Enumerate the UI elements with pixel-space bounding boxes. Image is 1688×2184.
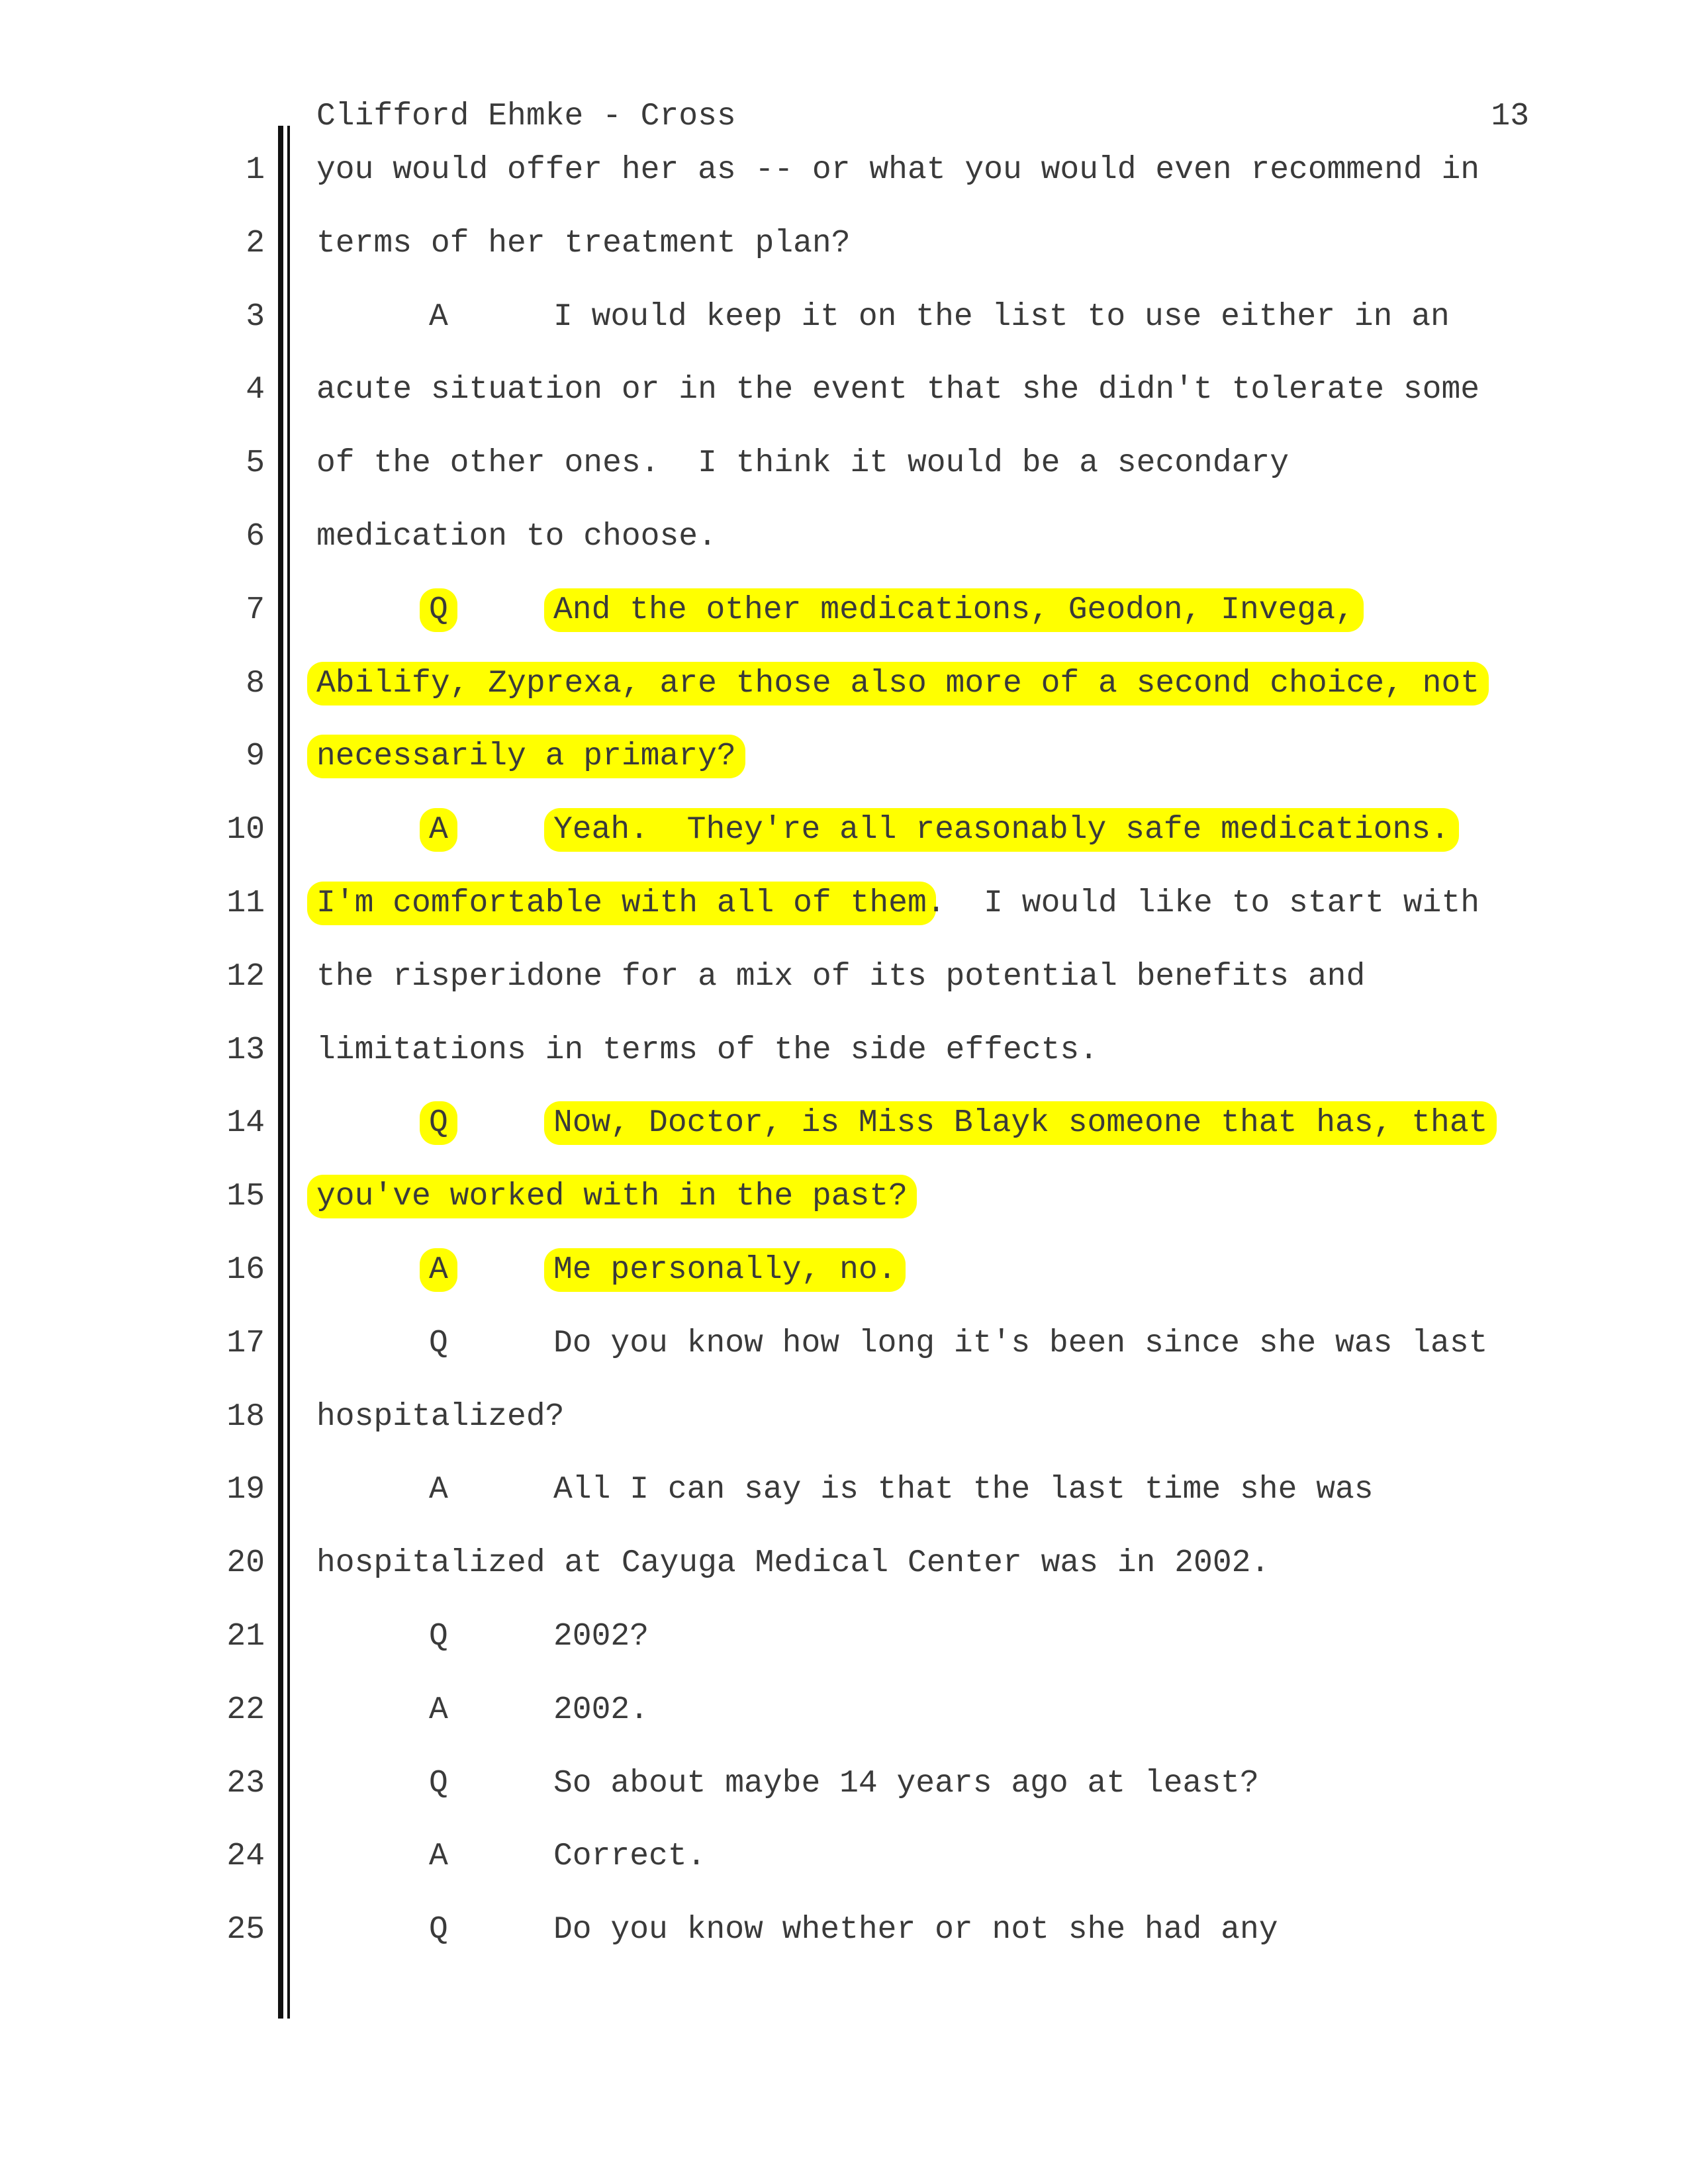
speaker-label-highlighted: A xyxy=(420,808,457,852)
transcript-line xyxy=(0,514,1688,587)
line-text: you would offer her as -- or what you would even recommend in xyxy=(316,152,1480,188)
line-text: So about maybe 14 years ago at least? xyxy=(553,1765,1259,1801)
transcript-line xyxy=(0,660,1688,734)
transcript-line xyxy=(0,1467,1688,1540)
highlighted-text: you've worked with in the past? xyxy=(307,1175,917,1218)
line-text: I would keep it on the list to use either in an xyxy=(553,298,1450,335)
line-number: 1 xyxy=(246,152,265,188)
page-number: 13 xyxy=(1491,99,1529,134)
line-number: 7 xyxy=(246,592,265,628)
transcript-line xyxy=(0,807,1688,880)
line-text: hospitalized? xyxy=(316,1398,565,1435)
line-text: . I would like to start with xyxy=(926,885,1480,921)
line-text: hospitalized at Cayuga Medical Center was in 2002. xyxy=(316,1545,1270,1582)
highlighted-text: Yeah. They're all reasonably safe medications. xyxy=(544,808,1459,852)
transcript-line xyxy=(0,440,1688,514)
line-number: 15 xyxy=(226,1179,265,1215)
highlighted-text: Me personally, no. xyxy=(544,1248,906,1292)
line-number: 12 xyxy=(226,958,265,995)
line-text: Do you know how long it's been since she was last xyxy=(553,1325,1488,1361)
line-text: limitations in terms of the side effects. xyxy=(316,1032,1098,1068)
transcript-line xyxy=(0,880,1688,954)
transcript-line xyxy=(0,367,1688,440)
line-text: terms of her treatment plan? xyxy=(316,225,851,261)
highlighted-text: And the other medications, Geodon, Invega, xyxy=(544,588,1364,632)
line-number: 23 xyxy=(226,1765,265,1801)
transcript-line xyxy=(0,294,1688,367)
line-number: 19 xyxy=(226,1472,265,1508)
line-text: 2002. xyxy=(553,1692,649,1728)
transcript-line xyxy=(0,1173,1688,1247)
highlighted-text: Now, Doctor, is Miss Blayk someone that has, that xyxy=(544,1101,1497,1145)
speaker-label: A xyxy=(429,298,448,335)
line-number: 4 xyxy=(246,372,265,408)
speaker-label: A xyxy=(429,1839,448,1875)
line-number: 9 xyxy=(246,739,265,775)
line-number: 21 xyxy=(226,1618,265,1655)
speaker-label: A xyxy=(429,1472,448,1508)
line-text: 2002? xyxy=(553,1618,649,1655)
transcript-line xyxy=(0,1907,1688,1980)
transcript-line xyxy=(0,1833,1688,1907)
transcript-line xyxy=(0,1687,1688,1760)
line-text: All I can say is that the last time she was xyxy=(553,1472,1374,1508)
highlighted-text: necessarily a primary? xyxy=(307,735,745,778)
speaker-label-highlighted: Q xyxy=(420,588,457,632)
transcript-line xyxy=(0,1394,1688,1467)
page-header xyxy=(316,97,1529,136)
transcript-line xyxy=(0,733,1688,807)
line-number: 10 xyxy=(226,812,265,848)
line-text: acute situation or in the event that she didn't tolerate some xyxy=(316,372,1480,408)
speaker-label: Q xyxy=(429,1912,448,1948)
line-text: Do you know whether or not she had any xyxy=(553,1912,1278,1948)
line-number: 3 xyxy=(246,298,265,335)
transcript-line xyxy=(0,1100,1688,1173)
line-number: 6 xyxy=(246,518,265,555)
transcript-line xyxy=(0,1247,1688,1320)
line-number: 11 xyxy=(226,885,265,921)
transcript-line xyxy=(0,1760,1688,1834)
speaker-label: Q xyxy=(429,1618,448,1655)
line-number: 18 xyxy=(226,1398,265,1435)
transcript-line xyxy=(0,954,1688,1027)
transcript-line xyxy=(0,1540,1688,1614)
line-number: 5 xyxy=(246,445,265,482)
line-number: 14 xyxy=(226,1105,265,1142)
line-text: the risperidone for a mix of its potential benefits and xyxy=(316,958,1366,995)
transcript-line xyxy=(0,147,1688,220)
line-number: 25 xyxy=(226,1912,265,1948)
speaker-label: A xyxy=(429,1692,448,1728)
highlighted-text: Abilify, Zyprexa, are those also more of a second choice, not xyxy=(307,662,1489,705)
line-number: 13 xyxy=(226,1032,265,1068)
transcript-line xyxy=(0,587,1688,660)
transcript-line xyxy=(0,1614,1688,1687)
line-number: 20 xyxy=(226,1545,265,1582)
speaker-label: Q xyxy=(429,1325,448,1361)
transcript-line xyxy=(0,1027,1688,1101)
line-number: 24 xyxy=(226,1839,265,1875)
line-number: 22 xyxy=(226,1692,265,1728)
transcript-line xyxy=(0,220,1688,294)
transcript-line xyxy=(0,1320,1688,1394)
speaker-label-highlighted: Q xyxy=(420,1101,457,1145)
speaker-label: Q xyxy=(429,1765,448,1801)
line-text: Correct. xyxy=(553,1839,706,1875)
witness-header: Clifford Ehmke - Cross xyxy=(316,99,736,134)
line-text: medication to choose. xyxy=(316,518,717,555)
line-number: 2 xyxy=(246,225,265,261)
speaker-label-highlighted: A xyxy=(420,1248,457,1292)
highlighted-text: I'm comfortable with all of them xyxy=(307,882,936,925)
line-number: 16 xyxy=(226,1251,265,1288)
transcript-lines xyxy=(0,147,1688,1980)
line-number: 17 xyxy=(226,1325,265,1361)
line-text: of the other ones. I think it would be a secondary xyxy=(316,445,1289,482)
line-number: 8 xyxy=(246,665,265,702)
